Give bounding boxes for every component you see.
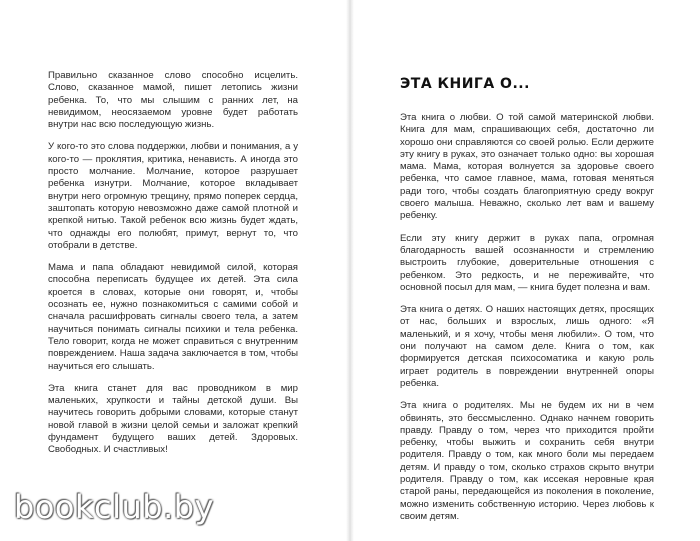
book-gutter (346, 0, 354, 541)
left-page-text (48, 70, 298, 467)
left-paragraph-3: Мама и папа обладают невидимой силой, которая способна переписать будущее их детей. Эта сила кроется в словах, которые они говорят, и, чтобы осознать ее, нужно познакомиться с самими собой и сначала расшифровать сигналы своего тела, а затем научиться понимать сигналы психики и тела ребенка. Тело говорит, когда не может справиться с внутренним повреждением. Наша задача заключается в том, чтобы научиться его слышать. (48, 262, 298, 372)
right-paragraph-3: Эта книга о детях. О наших настоящих детях, просящих от нас, больших и взрослых, лишь одного: «Я маленький, и я хочу, чтобы меня любили». О том, что они получают на самом деле. Книга о том, как формируется детская психосоматика и какую роль играет родитель в повреждении внутренней опоры ребенка. (400, 304, 654, 389)
watermark-logo: bookclub.by (14, 488, 214, 526)
right-page-text (400, 112, 654, 533)
chapter-heading: ЭТА КНИГА О... (400, 76, 530, 92)
left-paragraph-4: Эта книга станет для вас проводником в мир маленьких, хрупкости и тайны детской души. Вы научитесь говорить добрыми словами, которые станут новой главой в жизни целой семьи и заложат крепкий фундамент будущего ваших детей. Здоровых. Свободных. И счастливых! (48, 382, 298, 456)
right-paragraph-1: Эта книга о любви. О той самой материнской любви. Книга для мам, спрашивающих себя, достаточно ли хорошо они справляются со своей ролью. Если держите эту книгу в руках, это означает только одно: вы хорошая мама. Мама, которая волнуется за здоровье своего ребенка, что самое главное, мама, готовая меняться ради того, чтобы создать благоприятную среду вокруг своего малыша. Неважно, сколько лет вам и вашему ребенку. (400, 112, 654, 222)
right-paragraph-2: Если эту книгу держит в руках папа, огромная благодарность вашей осознанности и стремлению выстроить глубокие, доверительные отношения с ребенком. Это редкость, и не переживайте, что основной посыл для мам, — книга будет полезна и вам. (400, 232, 654, 293)
left-paragraph-2: У кого-то это слова поддержки, любви и понимания, а у кого-то — проклятия, критика, ненависть. А иногда это просто молчание. Молчание, которое разрушает ребенка изнутри. Молчание, которое вкладывает внутри него огромную трещину, прямо поперек сердца, заштопать которую невозможно даже самой плотной и крепкой нитью. Такой ребенок всю жизнь будет ждать, что однажды его полюбят, примут, вернут то, что отобрали в детстве. (48, 141, 298, 251)
left-paragraph-1: Правильно сказанное слово способно исцелить. Слово, сказанное мамой, пишет летопись жизни ребенка. То, что мы слышим с ранних лет, на невидимом, неосязаемом уровне будет работать внутри нас всю последующую жизнь. (48, 70, 298, 131)
right-paragraph-4: Эта книга о родителях. Мы не будем их ни в чем обвинять, это бессмысленно. Однако начнем говорить правду. Правду о том, через что приходится пройти ребенку, чтобы выжить и сохранить себя внутри родителя. Правду о том, как много боли мы передаем детям. И правду о том, сколько страхов скрыто внутри родителя. Правду о том, как иссекая неровные края старой раны, передающейся из поколения в поколение, можно изменить собственную историю. Через любовь к своим детям. (400, 400, 654, 522)
